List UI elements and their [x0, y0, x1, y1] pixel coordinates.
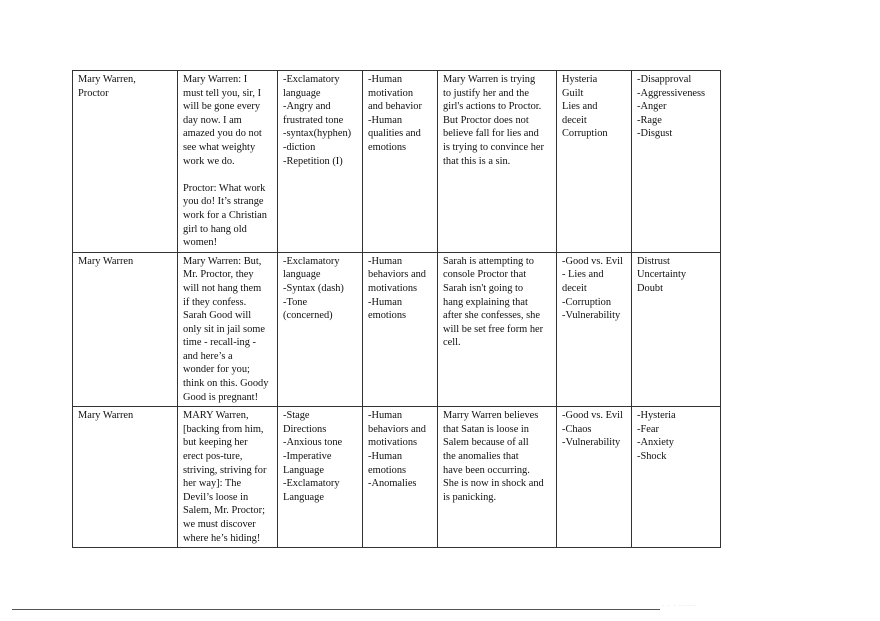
concepts-line: Guilt	[562, 87, 584, 99]
devices-line: -Exclamatory	[283, 478, 340, 490]
quote-line: you do! It’s strange	[183, 196, 264, 208]
concepts-line: Hysteria	[562, 74, 598, 85]
themes-line: motivations	[368, 282, 418, 294]
themes-line: behaviors and	[368, 269, 426, 281]
themes-line: motivations	[368, 437, 418, 449]
quote-line: will be gone every	[183, 101, 261, 113]
quote-line: work for a Christian	[183, 209, 267, 221]
analysis-line: believe fall for lies and	[443, 128, 539, 140]
quote-line: will not hang them	[183, 282, 262, 294]
concepts-line: -Chaos	[562, 423, 592, 435]
analysis-line: girl's actions to Proctor.	[443, 101, 542, 113]
analysis-line: Sarah isn't going to	[443, 282, 524, 294]
devices-line: -Repetition (I)	[283, 155, 343, 167]
themes-line: -Human	[368, 255, 403, 267]
concepts-line: deceit	[562, 114, 587, 126]
analysis-line: She is now in shock and	[443, 478, 544, 490]
speaker-line: Mary Warren	[78, 410, 134, 422]
themes-line: emotions	[368, 310, 407, 322]
concepts-line: deceit	[562, 282, 587, 294]
quote-analysis-table	[72, 70, 721, 548]
themes-cell	[363, 71, 438, 253]
quote-line: Proctor: What work	[183, 182, 266, 194]
quote-line: see what weighty	[183, 141, 256, 153]
devices-line: -syntax(hyphen)	[283, 128, 352, 140]
emotions-line: -Anger	[637, 101, 667, 113]
devices-line: language	[283, 269, 321, 281]
quote-line: women!	[183, 237, 218, 249]
speaker-cell	[73, 71, 178, 253]
concepts-cell	[557, 71, 632, 253]
devices-line: -Syntax (dash)	[283, 282, 344, 294]
analysis-line: that this is a sin.	[443, 155, 511, 167]
themes-line: qualities and	[368, 128, 421, 140]
quote-line: Good is pregnant!	[183, 391, 259, 403]
analysis-line: hang explaining that	[443, 296, 528, 308]
devices-line: -Stage	[283, 410, 310, 422]
quote-line: if they confess.	[183, 296, 247, 308]
emotions-cell	[632, 252, 721, 407]
emotions-line: Uncertainty	[637, 269, 687, 281]
devices-line: language	[283, 87, 321, 99]
table-row	[73, 71, 721, 253]
analysis-line: after she confesses, she	[443, 310, 540, 322]
emotions-line: -Fear	[637, 423, 659, 435]
themes-cell	[363, 252, 438, 407]
analysis-cell	[438, 71, 557, 253]
concepts-line: -Corruption	[562, 296, 612, 308]
analysis-line: But Proctor does not	[443, 114, 529, 126]
devices-line: -Angry and	[283, 101, 331, 113]
concepts-line: -Vulnerability	[562, 310, 621, 322]
emotions-line: -Rage	[637, 114, 662, 126]
emotions-line: -Aggressiveness	[637, 87, 706, 99]
quote-line: MARY Warren,	[183, 410, 249, 422]
devices-line: frustrated tone	[283, 114, 344, 126]
emotions-line: Distrust	[637, 255, 670, 267]
analysis-cell	[438, 407, 557, 548]
emotions-cell	[632, 71, 721, 253]
quote-line: Mary Warren: I	[183, 74, 248, 85]
quote-line: must tell you, sir, I	[183, 87, 262, 99]
concepts-cell	[557, 252, 632, 407]
speaker-line: Proctor	[78, 87, 109, 99]
themes-line: -Human	[368, 114, 403, 126]
analysis-line: is panicking.	[443, 491, 497, 503]
quote-line: where he’s hiding!	[183, 532, 261, 544]
quote-line: wonder for you;	[183, 364, 250, 376]
analysis-line: is trying to convince her	[443, 141, 544, 153]
emotions-line: -Hysteria	[637, 410, 676, 422]
literary-devices-cell	[278, 252, 363, 407]
table-row	[73, 252, 721, 407]
themes-line: -Human	[368, 410, 403, 422]
analysis-cell	[438, 252, 557, 407]
emotions-line: -Anxiety	[637, 437, 674, 449]
themes-line: behaviors and	[368, 423, 426, 435]
devices-line: -Exclamatory	[283, 255, 340, 267]
analysis-line: Salem because of all	[443, 437, 529, 449]
emotions-line: -Disapproval	[637, 74, 692, 85]
themes-line: motivation	[368, 87, 414, 99]
quote-cell	[178, 252, 278, 407]
analysis-line: will be set free form her	[443, 323, 544, 335]
themes-line: and behavior	[368, 101, 422, 113]
page-bottom-rule	[12, 609, 660, 610]
quote-line: Sarah Good will	[183, 310, 252, 322]
quote-line: work we do.	[183, 155, 235, 167]
devices-line: (concerned)	[283, 310, 333, 322]
quote-line: girl to hang old	[183, 223, 247, 235]
paragraph-gap	[183, 168, 272, 182]
quote-line: Salem, Mr. Proctor;	[183, 505, 265, 517]
speaker-line: Mary Warren	[78, 255, 134, 267]
devices-line: -Exclamatory	[283, 74, 340, 85]
concepts-line: - Lies and	[562, 269, 604, 281]
concepts-line: -Good vs. Evil	[562, 255, 623, 267]
analysis-line: Marry Warren believes	[443, 410, 539, 422]
faded-footer-mark: · · · ······	[662, 603, 697, 609]
quote-line: we must discover	[183, 519, 256, 530]
quote-line: only sit in jail some	[183, 323, 265, 335]
quote-line: striving, striving for	[183, 464, 267, 476]
emotions-cell	[632, 407, 721, 548]
quote-line: Mr. Proctor, they	[183, 269, 254, 281]
devices-line: Directions	[283, 423, 327, 435]
devices-line: -diction	[283, 141, 316, 153]
analysis-line: to justify her and the	[443, 87, 529, 99]
devices-line: -Imperative	[283, 451, 332, 463]
themes-line: emotions	[368, 141, 407, 153]
devices-line: -Anxious tone	[283, 437, 343, 449]
themes-line: -Anomalies	[368, 478, 417, 490]
themes-line: -Human	[368, 451, 403, 463]
quote-line: her way]: The	[183, 478, 242, 490]
quote-line: Mary Warren: But,	[183, 255, 262, 267]
emotions-line: -Disgust	[637, 128, 673, 140]
quote-line: and here’s a	[183, 350, 233, 362]
speaker-cell	[73, 252, 178, 407]
concepts-line: Lies and	[562, 101, 598, 113]
table-row	[73, 407, 721, 548]
quote-cell	[178, 407, 278, 548]
quote-line: erect pos-ture,	[183, 451, 243, 463]
quote-line: but keeping her	[183, 437, 248, 449]
themes-line: -Human	[368, 74, 403, 85]
themes-cell	[363, 407, 438, 548]
devices-line: Language	[283, 491, 324, 503]
quote-line: [backing from him,	[183, 423, 264, 435]
quote-line: day now. I am	[183, 114, 242, 126]
analysis-line: Mary Warren is trying	[443, 74, 536, 85]
analysis-line: the anomalies that	[443, 451, 519, 463]
quote-line: time - recall-ing -	[183, 337, 256, 349]
analysis-line: that Satan is loose in	[443, 423, 530, 435]
concepts-cell	[557, 407, 632, 548]
devices-line: -Tone	[283, 296, 308, 308]
analysis-line: have been occurring.	[443, 464, 530, 476]
quote-line: Devil’s loose in	[183, 491, 249, 503]
speaker-line: Mary Warren,	[78, 74, 136, 85]
emotions-line: -Shock	[637, 451, 667, 463]
themes-line: emotions	[368, 464, 407, 476]
concepts-line: -Vulnerability	[562, 437, 621, 449]
analysis-line: cell.	[443, 337, 461, 349]
analysis-line: console Proctor that	[443, 269, 527, 281]
quote-line: think on this. Goody	[183, 378, 269, 390]
analysis-line: Sarah is attempting to	[443, 255, 534, 267]
emotions-line: Doubt	[637, 282, 663, 294]
themes-line: -Human	[368, 296, 403, 308]
devices-line: Language	[283, 464, 324, 476]
literary-devices-cell	[278, 407, 363, 548]
quote-line: amazed you do not	[183, 128, 262, 140]
literary-devices-cell	[278, 71, 363, 253]
quote-cell	[178, 71, 278, 253]
concepts-line: Corruption	[562, 128, 608, 140]
speaker-cell	[73, 407, 178, 548]
concepts-line: -Good vs. Evil	[562, 410, 623, 422]
